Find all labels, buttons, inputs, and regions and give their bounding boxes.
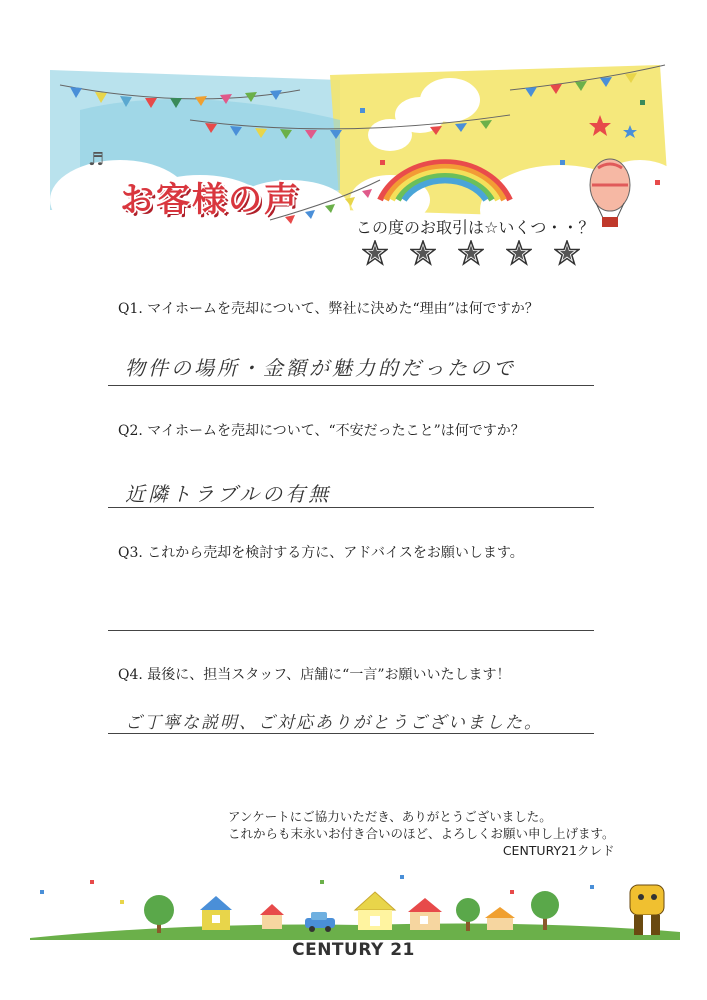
house-icon xyxy=(200,896,232,930)
answer-1: 物件の場所・金額が魅力的だったので xyxy=(125,356,516,380)
thanks-line-1: アンケートにご協力いただき、ありがとうございました。 xyxy=(228,809,552,824)
star-icon xyxy=(458,240,484,266)
tree-icon xyxy=(144,895,174,933)
star-icon xyxy=(554,240,580,266)
star-icon xyxy=(506,240,532,266)
house-icon xyxy=(355,892,395,930)
answer-line xyxy=(108,385,594,386)
thanks-line-2: これからも末永いお付き合いのほど、よろしくお願い申し上げます。 xyxy=(228,826,615,841)
house-icon xyxy=(485,907,515,930)
answer-line xyxy=(108,507,594,508)
answer-2: 近隣トラブルの有無 xyxy=(125,482,332,506)
tree-icon xyxy=(531,891,559,930)
page-title: お客様の声 xyxy=(120,180,300,220)
star-icon xyxy=(362,240,388,266)
brand-logo-text: CENTURY 21 xyxy=(292,940,415,960)
answer-4: ご丁寧な説明、ご対応ありがとうございました。 xyxy=(125,713,543,733)
house-icon xyxy=(260,904,284,929)
star-icon xyxy=(410,240,436,266)
town-scene xyxy=(30,860,680,940)
rating-question: この度のお取引は☆いくつ・・？ xyxy=(356,218,595,237)
thanks-message xyxy=(228,808,615,859)
answer-line xyxy=(108,733,594,734)
question-1: Q1. マイホームを売却について、弊社に決めた“理由”は何ですか？ xyxy=(118,301,539,317)
question-2: Q2. マイホームを売却について、“不安だったこと”は何ですか？ xyxy=(118,423,525,439)
town-illustration xyxy=(30,860,680,940)
star-rating xyxy=(362,240,580,266)
svg-text:♬: ♬ xyxy=(88,149,105,170)
answer-line xyxy=(108,630,594,631)
question-4: Q4. 最後に、担当スタッフ、店舗に“一言”お願いいたします！ xyxy=(118,667,511,683)
store-signature: CENTURY21クレド xyxy=(502,843,615,858)
house-icon xyxy=(408,898,442,930)
question-3: Q3. これから売却を検討する方に、アドバイスをお願いします。 xyxy=(118,545,524,561)
mascot-dog-icon xyxy=(630,885,664,935)
